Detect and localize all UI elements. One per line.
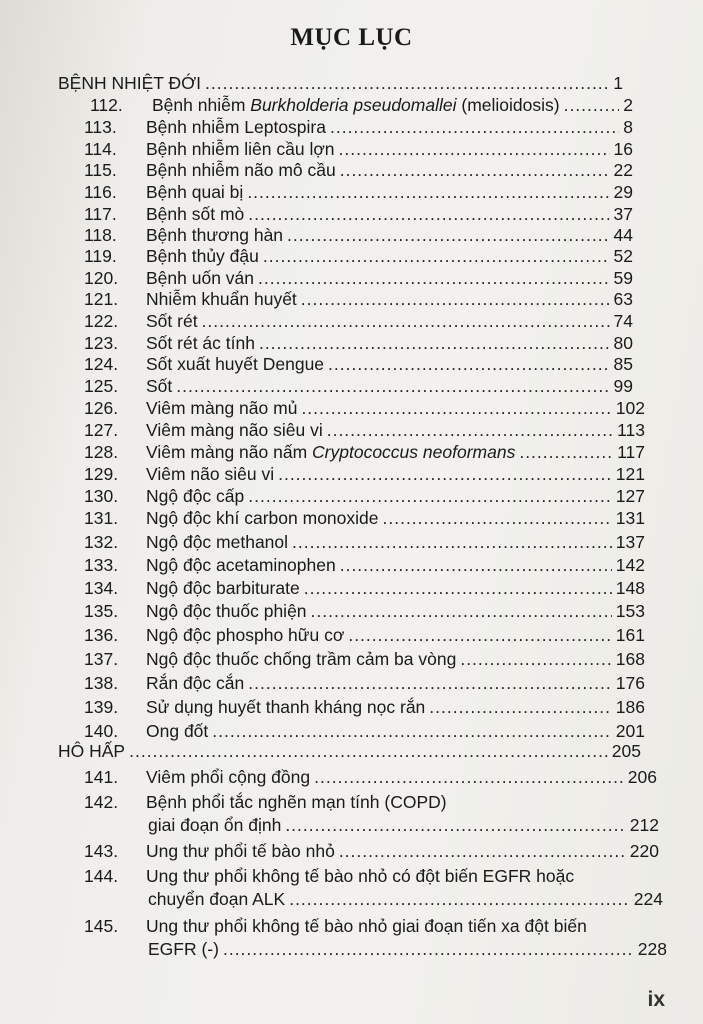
leader-dots — [258, 268, 610, 289]
entry-title: Ngộ độc cấp — [146, 486, 245, 506]
toc-entry — [84, 601, 645, 622]
toc-entry — [84, 398, 645, 419]
leader-dots — [248, 204, 609, 225]
entry-number: 117. — [84, 204, 117, 224]
entry-number: 118. — [84, 225, 117, 245]
entry-title: Viêm não siêu vi — [146, 464, 275, 484]
entry-page: 212 — [629, 815, 659, 835]
toc-entry — [84, 625, 645, 646]
entry-page: 137 — [615, 532, 645, 552]
entry-number: 130. — [84, 486, 119, 506]
entry-title: Sử dụng huyết thanh kháng nọc rắn — [146, 697, 426, 717]
leader-dots — [304, 578, 612, 599]
entry-number: 138. — [84, 673, 119, 693]
leader-dots — [348, 625, 611, 646]
entry-title: Bệnh uốn ván — [146, 268, 255, 288]
leader-dots — [311, 601, 612, 622]
leader-dots — [223, 939, 634, 960]
entry-number: 140. — [84, 721, 119, 741]
entry-page: 85 — [613, 354, 633, 374]
entry-title: Bệnh nhiễm não mô cầu — [146, 160, 336, 180]
toc-entry — [84, 697, 645, 718]
toc-entry — [84, 841, 659, 862]
entry-number: 145. — [84, 916, 119, 936]
entry-title: Bệnh thủy đậu — [146, 246, 259, 266]
entry-title: Sốt xuất huyết Dengue — [146, 354, 325, 374]
section-title: BỆNH NHIỆT ĐỚI — [58, 73, 202, 93]
entry-title: Ong đốt — [146, 721, 209, 741]
entry-number: 128. — [84, 442, 119, 462]
toc-entry — [84, 792, 659, 813]
toc-entry — [84, 555, 645, 576]
leader-dots — [248, 673, 612, 694]
entry-number: 120. — [84, 268, 119, 288]
leader-dots — [339, 841, 626, 862]
entry-page: 142 — [615, 555, 645, 575]
toc-entry — [84, 649, 645, 670]
entry-page: 102 — [615, 398, 645, 418]
leader-dots — [301, 398, 611, 419]
entry-number: 122. — [84, 311, 119, 331]
entry-title: Rắn độc cắn — [146, 673, 245, 693]
leader-dots — [314, 767, 624, 788]
entry-title: Viêm màng não siêu vi — [146, 420, 323, 440]
entry-page: 168 — [615, 649, 645, 669]
entry-number: 115. — [84, 160, 117, 180]
entry-title: Bệnh nhiễm liên cầu lợn — [146, 139, 335, 159]
toc-entry — [84, 532, 645, 553]
toc-entry — [84, 204, 633, 225]
entry-number: 129. — [84, 464, 119, 484]
toc-entry — [84, 289, 633, 310]
leader-dots — [278, 464, 612, 485]
entry-title: Ngộ độc methanol — [146, 532, 289, 552]
entry-page: 176 — [615, 673, 645, 693]
entry-title: Sốt rét ác tính — [146, 333, 255, 353]
entry-page: 8 — [623, 117, 633, 137]
entry-number: 114. — [84, 139, 117, 159]
entry-number: 112. — [90, 95, 123, 115]
entry-number: 133. — [84, 555, 119, 575]
entry-number: 134. — [84, 578, 119, 598]
entry-page: 186 — [615, 697, 645, 717]
entry-title: Viêm màng não nấm Cryptococcus neoformans — [146, 442, 516, 462]
leader-dots — [285, 815, 625, 836]
entry-number: 141. — [84, 767, 119, 787]
entry-number: 127. — [84, 420, 119, 440]
toc-entry — [84, 160, 633, 181]
entry-title: Bệnh nhiễm Leptospira — [146, 117, 326, 137]
leader-dots — [129, 741, 608, 762]
leader-dots — [339, 139, 610, 160]
entry-page: 2 — [623, 95, 633, 115]
entry-title: chuyển đoạn ALK — [148, 889, 286, 909]
entry-page: 99 — [613, 376, 633, 396]
leader-dots — [429, 697, 612, 718]
entry-page: 80 — [613, 333, 633, 353]
entry-title: Ung thư phổi tế bào nhỏ — [146, 841, 335, 861]
entry-page: 121 — [615, 464, 645, 484]
entry-page: 127 — [615, 486, 645, 506]
entry-title: Nhiễm khuẩn huyết — [146, 289, 297, 309]
leader-dots — [289, 889, 630, 910]
entry-page: 52 — [613, 246, 633, 266]
leader-dots — [176, 376, 609, 397]
toc-entry — [84, 376, 633, 397]
toc-entry — [84, 486, 645, 507]
toc-entry — [84, 333, 633, 354]
leader-dots — [292, 532, 612, 553]
entry-number: 125. — [84, 376, 119, 396]
leader-dots — [248, 486, 612, 507]
leader-dots — [327, 420, 613, 441]
leader-dots — [259, 333, 610, 354]
toc-entry — [84, 578, 645, 599]
entry-title: Ung thư phổi không tế bào nhỏ giai đoạn tiến xa đột biến — [146, 916, 587, 936]
leader-dots — [519, 442, 613, 463]
leader-dots — [212, 721, 612, 742]
entry-page: 29 — [613, 182, 633, 202]
entry-title: Ngộ độc thuốc phiện — [146, 601, 307, 621]
entry-page: 228 — [637, 939, 667, 959]
entry-number: 113. — [84, 117, 117, 137]
entry-page: 220 — [629, 841, 659, 861]
page-number: ix — [647, 988, 665, 1011]
toc-entry — [84, 117, 633, 138]
leader-dots — [330, 117, 619, 138]
entry-number: 126. — [84, 398, 119, 418]
entry-title: Bệnh sốt mò — [146, 204, 245, 224]
entry-page: 22 — [613, 160, 633, 180]
entry-page: 224 — [633, 889, 663, 909]
toc-entry — [84, 721, 645, 742]
toc-entry — [84, 268, 633, 289]
toc-entry — [116, 815, 659, 836]
toc-entry — [84, 246, 633, 267]
toc-entry — [90, 95, 633, 116]
entry-number: 143. — [84, 841, 119, 861]
entry-number: 119. — [84, 246, 117, 266]
leader-dots — [247, 182, 609, 203]
page-title: MỤC LỤC — [290, 24, 413, 51]
entry-title: EGFR (-) — [148, 939, 219, 959]
toc-entry — [84, 916, 667, 937]
entry-page: 16 — [613, 139, 633, 159]
entry-page: 201 — [615, 721, 645, 741]
entry-title: Bệnh quai bị — [146, 182, 244, 202]
entry-page: 113 — [617, 420, 645, 440]
toc-entry — [84, 225, 633, 246]
section-heading — [58, 741, 641, 762]
toc-entry — [84, 866, 663, 887]
entry-title: Ngộ độc thuốc chống trầm cảm ba vòng — [146, 649, 457, 669]
entry-page: 131 — [615, 508, 645, 528]
entry-title: Viêm phổi cộng đồng — [146, 767, 311, 787]
entry-page: 74 — [613, 311, 633, 331]
section-heading — [58, 73, 623, 94]
toc-entry — [84, 139, 633, 160]
leader-dots — [287, 225, 609, 246]
entry-number: 136. — [84, 625, 119, 645]
entry-title: giai đoạn ổn định — [148, 815, 282, 835]
entry-number: 137. — [84, 649, 119, 669]
entry-title: Bệnh phổi tắc nghẽn mạn tính (COPD) — [146, 792, 447, 812]
entry-page: 153 — [615, 601, 645, 621]
toc-entry — [84, 442, 645, 463]
toc-entry — [84, 420, 645, 441]
entry-page: 44 — [613, 225, 633, 245]
entry-page: 59 — [613, 268, 633, 288]
toc-entry — [84, 311, 633, 332]
entry-number: 142. — [84, 792, 119, 812]
section-page: 205 — [611, 741, 641, 761]
entry-title: Viêm màng não mủ — [146, 398, 298, 418]
leader-dots — [340, 160, 610, 181]
entry-page: 161 — [615, 625, 645, 645]
entry-title: Ngộ độc barbiturate — [146, 578, 300, 598]
entry-title: Sốt rét — [146, 311, 198, 331]
leader-dots — [205, 73, 609, 94]
entry-number: 132. — [84, 532, 119, 552]
toc-entry — [116, 939, 667, 960]
section-page: 1 — [613, 73, 623, 93]
toc-entry — [84, 508, 645, 529]
entry-number: 121. — [84, 289, 119, 309]
leader-dots — [460, 649, 611, 670]
entry-number: 144. — [84, 866, 119, 886]
entry-title: Ung thư phổi không tế bào nhỏ có đột biến EGFR hoặc — [146, 866, 575, 886]
leader-dots — [383, 508, 612, 529]
entry-number: 116. — [84, 182, 117, 202]
entry-number: 139. — [84, 697, 119, 717]
entry-number: 124. — [84, 354, 119, 374]
leader-dots — [328, 354, 609, 375]
entry-page: 37 — [613, 204, 633, 224]
entry-title: Sốt — [146, 376, 173, 396]
entry-title: Bệnh nhiễm Burkholderia pseudomallei (melioidosis) — [152, 95, 560, 115]
entry-page: 63 — [613, 289, 633, 309]
leader-dots — [564, 95, 620, 116]
toc-entry — [84, 182, 633, 203]
entry-page: 117 — [617, 442, 645, 462]
leader-dots — [340, 555, 612, 576]
entry-number: 131. — [84, 508, 119, 528]
entry-number: 135. — [84, 601, 119, 621]
entry-page: 206 — [627, 767, 657, 787]
entry-title: Ngộ độc phospho hữu cơ — [146, 625, 345, 645]
entry-title: Ngộ độc khí carbon monoxide — [146, 508, 379, 528]
leader-dots — [263, 246, 610, 267]
entry-title: Ngộ độc acetaminophen — [146, 555, 336, 575]
toc-entry — [84, 464, 645, 485]
toc-entry — [84, 354, 633, 375]
entry-title: Bệnh thương hàn — [146, 225, 284, 245]
leader-dots — [301, 289, 610, 310]
toc-entry — [116, 889, 663, 910]
entry-page: 148 — [615, 578, 645, 598]
leader-dots — [202, 311, 610, 332]
toc-entry — [84, 673, 645, 694]
section-title: HÔ HẤP — [58, 741, 126, 761]
toc-entry — [84, 767, 657, 788]
entry-number: 123. — [84, 333, 119, 353]
